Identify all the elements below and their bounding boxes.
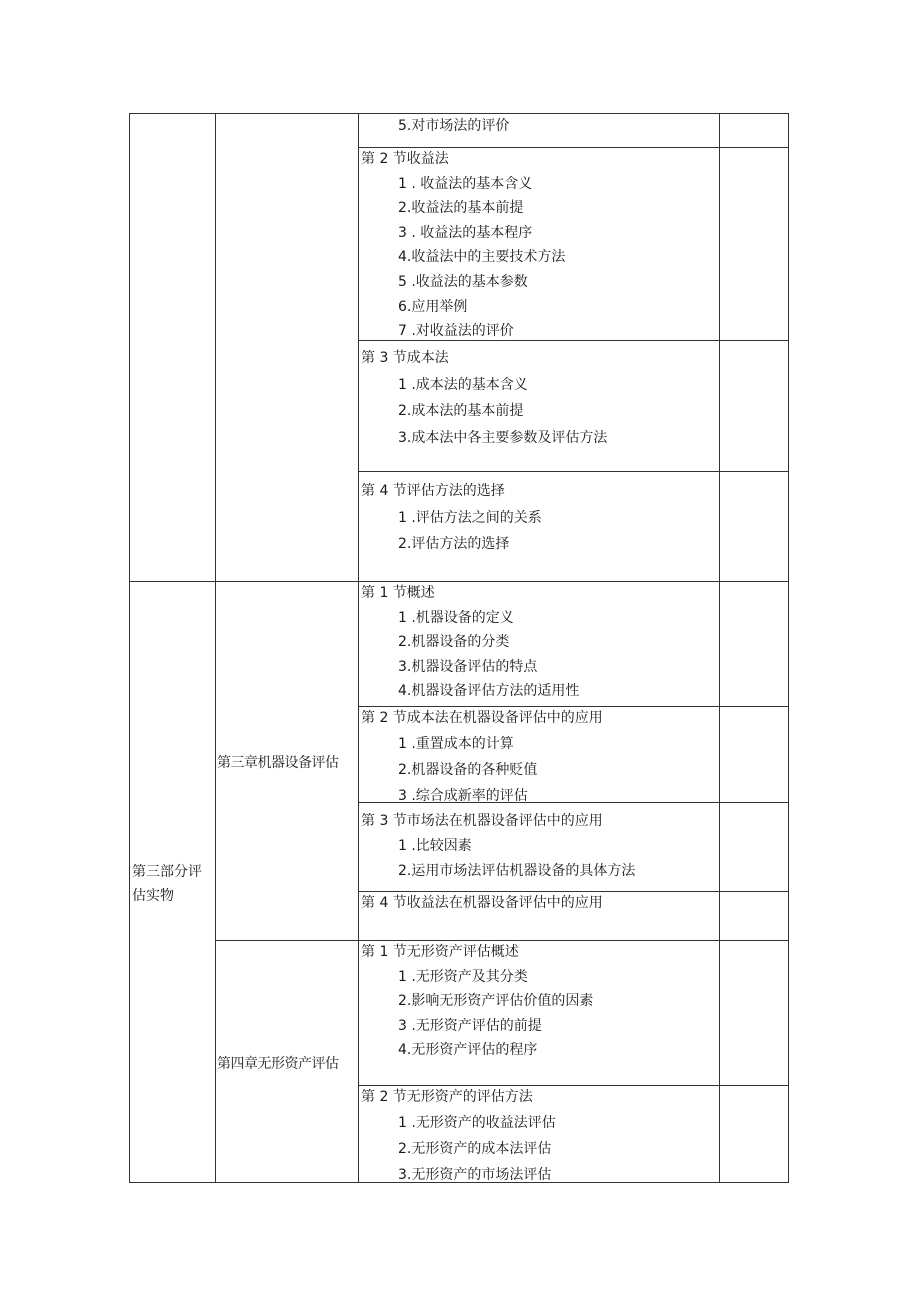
subsection-item: 2.无形资产的成本法评估 (398, 1141, 552, 1157)
subsection-item: 2.成本法的基本前提 (398, 403, 524, 419)
subsection-item: 1 .无形资产的收益法评估 (398, 1115, 556, 1131)
section-heading: 第 2 节收益法 (361, 151, 449, 167)
section-heading: 第 4 节评估方法的选择 (361, 483, 505, 499)
col-divider-1 (215, 114, 216, 1182)
subsection-item: 2.机器设备的各种贬值 (398, 762, 538, 778)
row-divider (358, 891, 788, 892)
row-divider (358, 1085, 788, 1086)
subsection-item: 4.机器设备评估方法的适用性 (398, 683, 580, 699)
section-heading: 第 1 节无形资产评估概述 (361, 944, 519, 960)
subsection-item: 1 . 收益法的基本含义 (398, 175, 533, 192)
chapter-4-label: 第四章无形资产评估 (217, 1056, 339, 1072)
subsection-item: 3 .无形资产评估的前提 (398, 1017, 542, 1034)
subsection-item: 1 .比较因素 (398, 838, 472, 854)
subsection-item: 2.收益法的基本前提 (398, 200, 524, 217)
syllabus-table (129, 113, 789, 1183)
section-heading: 第 4 节收益法在机器设备评估中的应用 (361, 895, 603, 911)
subsection-item: 1 .评估方法之间的关系 (398, 509, 542, 526)
subsection-item: 1 .机器设备的定义 (398, 609, 514, 626)
subsection-item: 4.无形资产评估的程序 (398, 1042, 538, 1058)
chapter-3-label: 第三章机器设备评估 (217, 755, 339, 771)
subsection-item: 1 .重置成本的计算 (398, 736, 514, 752)
row-divider (215, 940, 788, 941)
col-divider-2 (358, 114, 359, 1182)
subsection-item: 2.机器设备的分类 (398, 634, 510, 650)
section-heading: 第 2 节成本法在机器设备评估中的应用 (361, 710, 603, 726)
subsection-item: 4.收益法中的主要技术方法 (398, 249, 566, 266)
section-heading: 第 1 节概述 (361, 585, 435, 601)
subsection-item: 3.成本法中各主要参数及评估方法 (398, 429, 608, 446)
subsection-item: 3 . 收益法的基本程序 (398, 224, 533, 241)
subsection-item: 3 .综合成新率的评估 (398, 788, 528, 804)
row-divider (358, 706, 788, 707)
subsection-item: 2.评估方法的选择 (398, 536, 510, 552)
subsection-item: 5 .收益法的基本参数 (398, 274, 528, 290)
subsection-item: 1 .无形资产及其分类 (398, 968, 528, 985)
row-divider (130, 581, 788, 582)
col-divider-3 (719, 114, 720, 1182)
subsection-item: 3.无形资产的市场法评估 (398, 1167, 552, 1183)
section-heading: 第 2 节无形资产的评估方法 (361, 1089, 533, 1105)
section-heading: 第 3 节市场法在机器设备评估中的应用 (361, 813, 603, 829)
subsection-item: 7 .对收益法的评价 (398, 323, 514, 340)
part-label: 第三部分评估实物 (132, 864, 202, 904)
subsection-item: 2.运用市场法评估机器设备的具体方法 (398, 863, 636, 879)
row-divider (358, 471, 788, 472)
subsection-item: 6.应用举例 (398, 298, 468, 315)
subsection-item: 3.机器设备评估的特点 (398, 658, 538, 675)
section-heading: 第 3 节成本法 (361, 350, 449, 366)
row-divider (358, 147, 788, 148)
subsection-item: 2.影响无形资产评估价值的因素 (398, 993, 594, 1009)
subsection-item: 5.对市场法的评价 (398, 118, 510, 134)
subsection-item: 1 .成本法的基本含义 (398, 376, 528, 393)
